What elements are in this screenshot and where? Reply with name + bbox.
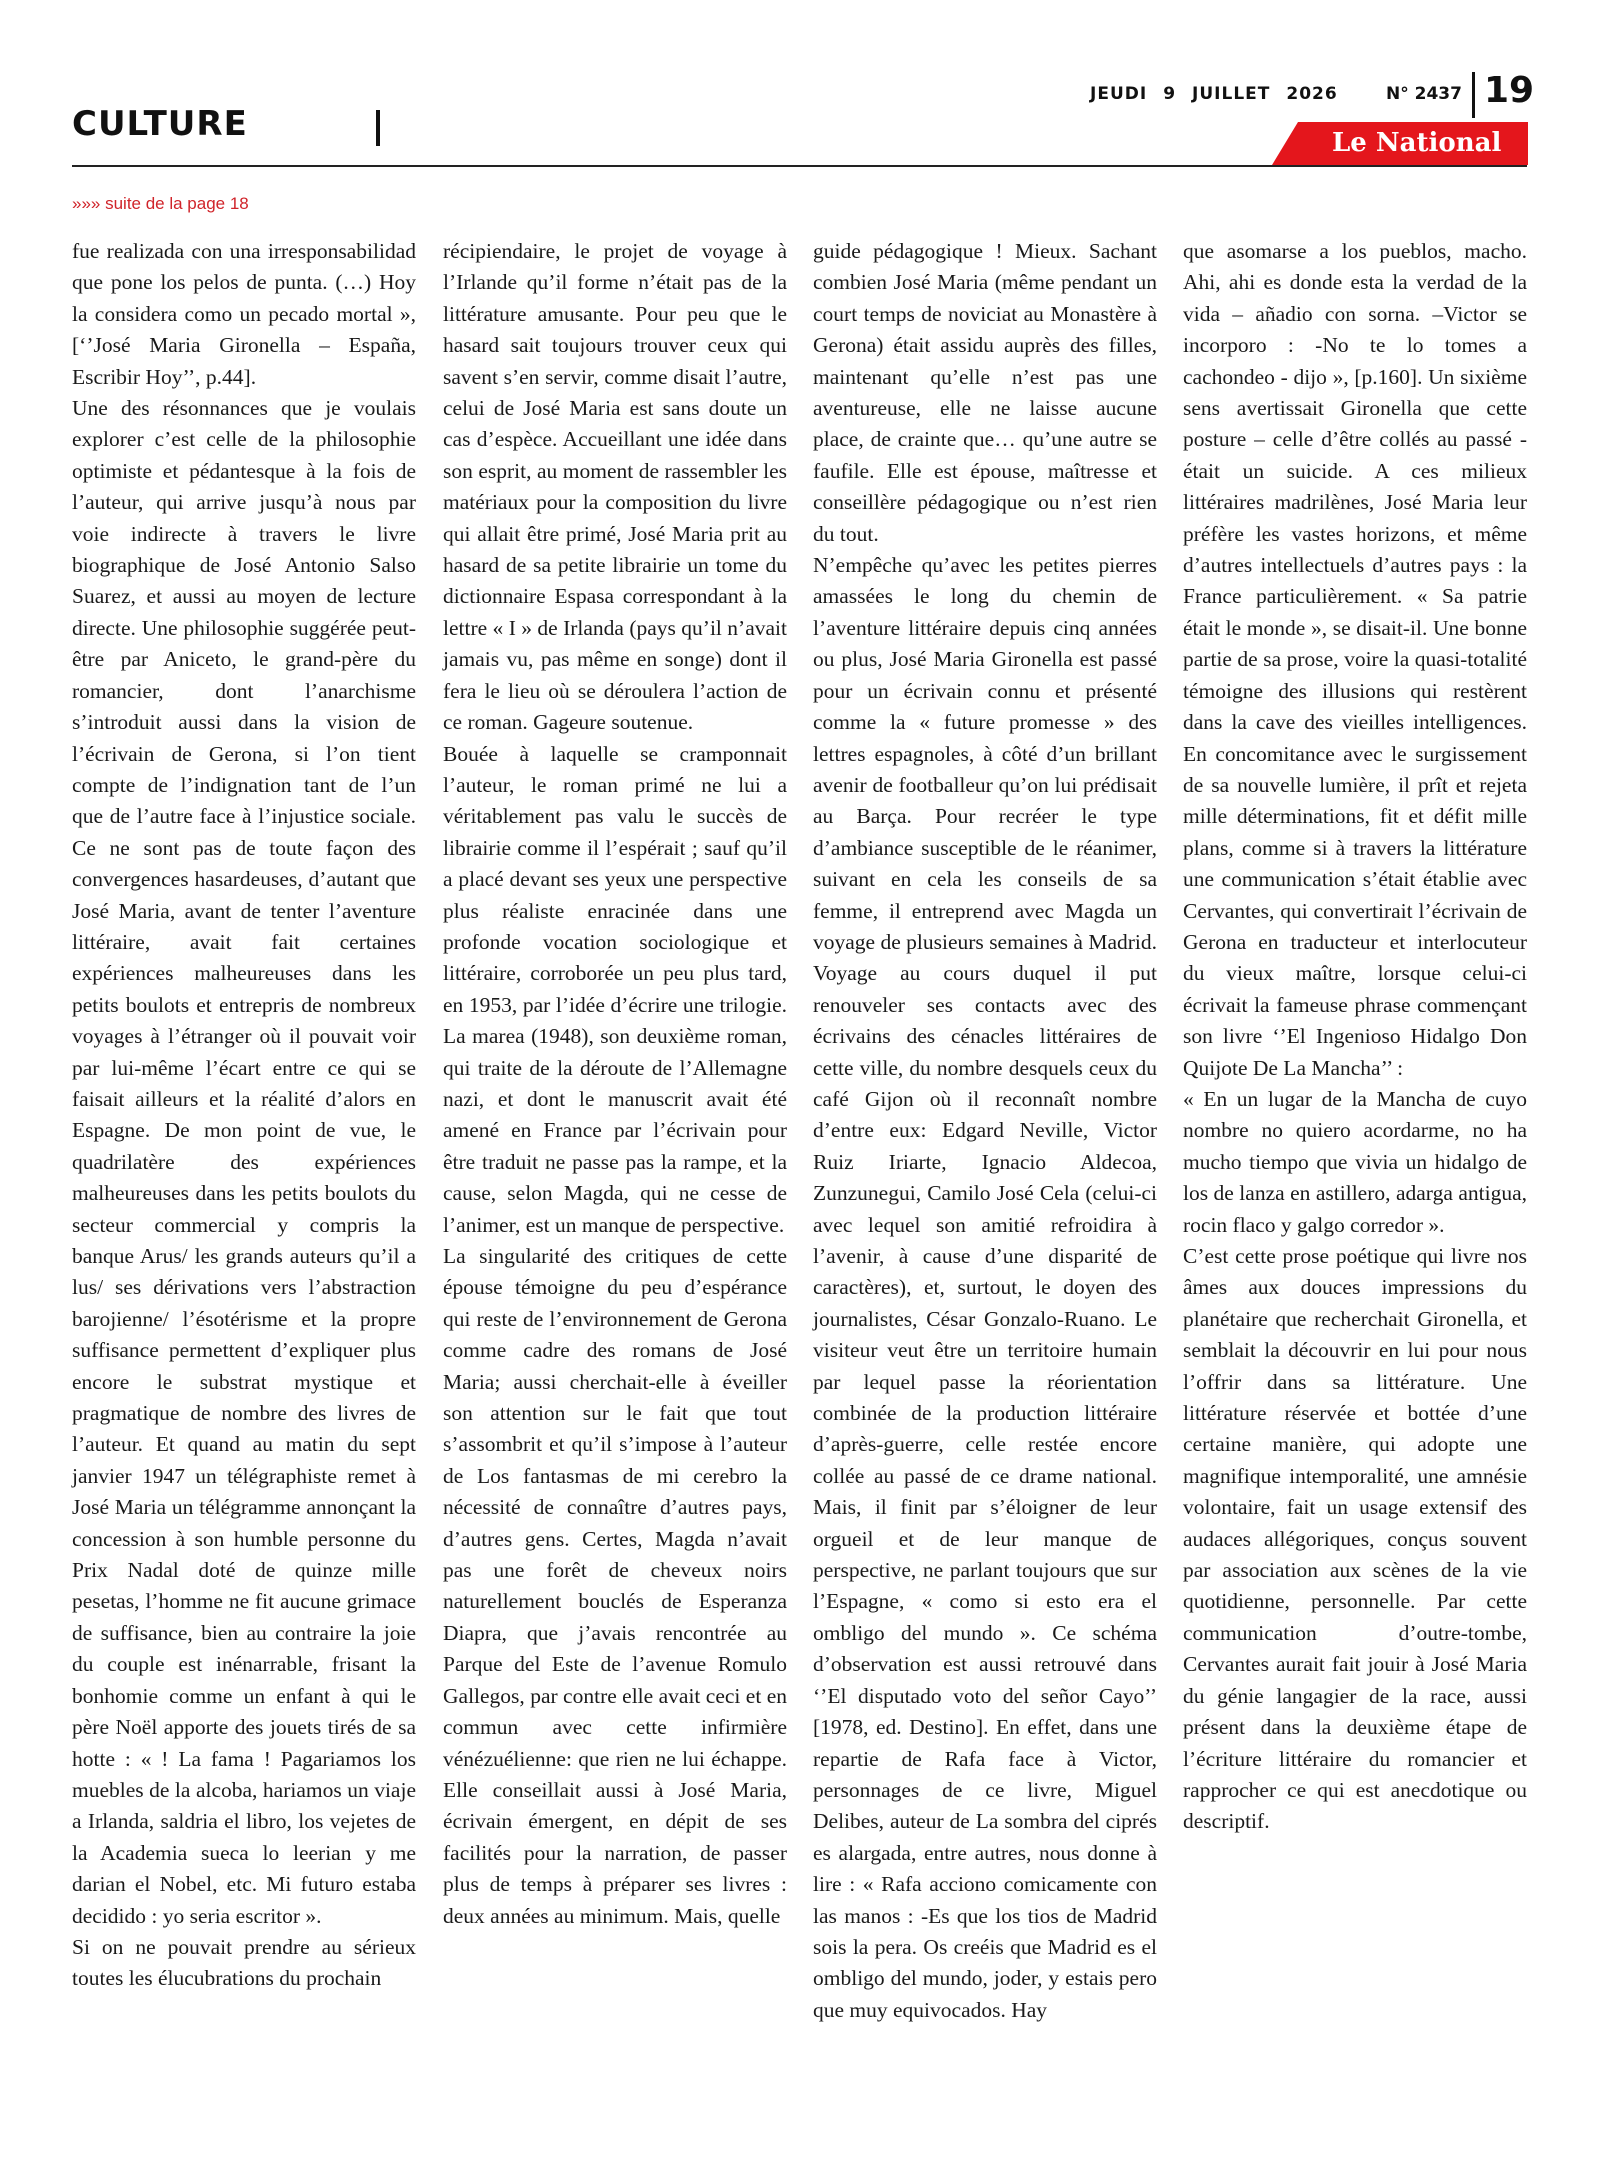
paragraph: récipiendaire, le projet de voyage à l’Irlande qu’il forme n’était pas de la littérature amusante. Pour peu que le hasard sait toujours trouver ceux qui savent s’en servir, comme disait l’autre, celui de José Maria est sans doute un cas d’espèce. Accueillant une idée dans son esprit, au moment de rassembler les matériaux pour la composition du livre qui allait être primé, José Maria prit au hasard de sa petite librairie un tome du dictionnaire Espasa correspondant à la lettre « I » de Irlanda (pays qu’il n’avait jamais vu, pas même en songe) dont il fera le lieu où se déroulera l’action de ce roman. Gageure soutenue. [443, 239, 787, 735]
publication-name: Le National [1332, 128, 1502, 158]
paragraph: La singularité des critiques de cette épouse témoigne du peu d’espérance qui reste de l’environnement de Gerona comme cadre des romans de José Maria; aussi cherchait-elle à éveiller son attention sur le fait que tout s’assombrit et qu’il s’impose à l’auteur de Los fantasmas de mi cerebro la nécessité de connaître d’autres pays, d’autres gens. Certes, Magda n’avait pas une forêt de cheveux noirs naturellement bouclés de Esperanza Diapra, que j’avais rencontrée au Parque del Este de l’avenue Romulo Gallegos, par contre elle avait ceci et en commun avec cette infirmière vénézuélienne: que rien ne lui échappe. Elle conseillait aussi à José Maria, écrivain émergent, en dépit de ses facilités pour la narration, de passer plus de temps à préparer ses livres : deux années au minimum. Mais, quelle [443, 1244, 787, 1928]
issue-number: N° 2437 [1386, 84, 1462, 104]
publication-band [1298, 122, 1528, 165]
masthead-divider [1472, 72, 1475, 118]
date-day: JEUDI [1090, 84, 1148, 104]
section-title: CULTURE [72, 104, 248, 144]
article-column-2 [443, 236, 787, 1932]
page-number: 19 [1484, 70, 1535, 111]
date-year: 2026 [1286, 84, 1338, 104]
date-number: 9 [1163, 84, 1177, 104]
article-column-4 [1183, 236, 1527, 1838]
paragraph: Si on ne pouvait prendre au sérieux toutes les élucubrations du prochain [72, 1934, 416, 1991]
paragraph: guide pédagogique ! Mieux. Sachant combien José Maria (même pendant un court temps de noviciat au Monastère à Gerona) était assidu auprès des filles, maintenant qu’elle n’est pas une aventureuse, elle ne laisse aucune place, de crainte que… qu’une autre se faufile. Elle est épouse, maîtresse et conseillère pédagogique ou n’est rien du tout. [813, 239, 1157, 546]
article-column-1 [72, 236, 416, 1995]
section-divider [376, 110, 380, 146]
paragraph: fue realizada con una irresponsabilidad que pone los pelos de punta. (…) Hoy la considera como un pecado mortal », [‘’José Maria Gironella – España, Escribir Hoy’’, p.44]. [72, 239, 416, 389]
date-month: JUILLET [1192, 84, 1271, 104]
paragraph: que asomarse a los pueblos, macho. Ahi, ahi es donde esta la verdad de la vida – añadio con sorna. –Victor se incorporo : -No te lo tomes a cachondeo - dijo », [p.160]. Un sixième sens avertissait Gironella que cette posture – celle d’être collés au passé - était un suicide. A ces milieux littéraires madrilènes, José Maria leur préfère les vastes horizons, et même d’autres intellectuels d’autres pays : la France particulièrement. « Sa patrie était le monde », se disait-il. Une bonne partie de sa prose, voire la quasi-totalité témoigne des illusions qui restèrent dans la cave des vieilles intelligences. En concomitance avec le surgissement de sa nouvelle lumière, il prît et rejeta mille déterminations, fit et défit mille plans, comme si à travers la littérature une communication s’était établie avec Cervantes, qui convertirait l’écrivain de Gerona en traducteur et interlocuteur du vieux maître, lorsque celui-ci écrivait la fameuse phrase commençant son livre ‘’El Ingenioso Hidalgo Don Quijote De La Mancha’’ : [1183, 239, 1527, 1080]
masthead [1090, 70, 1535, 111]
paragraph: C’est cette prose poétique qui livre nos âmes aux douces impressions du planétaire que recherchait Gironella, et semblait la découvrir en lui pour nous l’offrir dans sa littérature. Une littérature réservée et bottée d’une certaine manière, qui adopte une magnifique intemporalité, une amnésie volontaire, fait un usage extensif des audaces allégoriques, conçus souvent par association aux scènes de la vie quotidienne, personnelle. Par cette communication d’outre-tombe, Cervantes aurait fait jouir à José Maria du génie langagier de la race, aussi présent dans la deuxième étape de l’écriture littéraire du romancier et rapprocher ce qui est anecdotique ou descriptif. [1183, 1244, 1527, 1834]
paragraph: N’empêche qu’avec les petites pierres amassées le long du chemin de l’aventure littéraire depuis cinq années ou plus, José Maria Gironella est passé pour un écrivain connu et présenté comme la « future promesse » des lettres espagnoles, à côté d’un brillant avenir de footballeur qu’on lui prédisait au Barça. Pour recréer le type d’ambiance susceptible de le réanimer, suivant en cela les conseils de sa femme, il entreprend avec Magda un voyage de plusieurs semaines à Madrid. Voyage au cours duquel il put renouveler ses contacts avec des écrivains des cénacles littéraires de cette ville, du nombre desquels ceux du café Gijon où il reconnaît nombre d’entre eux: Edgard Neville, Victor Ruiz Iriarte, Ignacio Aldecoa, Zunzunegui, Camilo José Cela (celui-ci avec lequel son amitié refroidira à l’avenir, à cause d’une disparité de caractères), et, surtout, le doyen des journalistes, César Gonzalo-Ruano. Le visiteur veut être un territoire humain par lequel passe la réorientation combinée de la production littéraire d’après-guerre, celle restée encore collée au passé de ce drame national. Mais, il finit par s’éloigner de leur orgueil et de leur manque de perspective, ne parlant toujours que sur l’Espagne, « como si esto era el ombligo del mundo ». Ce schéma d’observation est aussi retrouvé dans ‘’El disputado voto del señor Cayo’’ [1978, ed. Destino]. En effet, dans une repartie de Rafa face à Victor, personnages de ce livre, Miguel Delibes, auteur de La sombra del ciprés es alargada, entre autres, nous donne à lire : « Rafa acciono comicamente con las manos : -Es que los tios de Madrid sois la pera. Os creéis que Madrid es el ombligo del mundo, joder, y estais pero que muy equivocados. Hay [813, 553, 1157, 2022]
header-rule [72, 165, 1527, 167]
quotation-paragraph: « En un lugar de la Mancha de cuyo nombre no quiero acordarme, no ha mucho tiempo que vivia un hidalgo de los de lanza en astillero, adarga antigua, rocin flaco y galgo corredor ». [1183, 1086, 1527, 1237]
article-column-3 [813, 236, 1157, 2026]
continuation-note: »»» suite de la page 18 [72, 194, 249, 213]
issue-date [1090, 84, 1354, 104]
paragraph: Une des résonnances que je voulais explorer c’est celle de la philosophie optimiste et pédantesque à la fois de l’auteur, qui arrive jusqu’à nous par voie indirecte à travers le livre biographique de José Antonio Salso Suarez, et aussi au moyen de lecture directe. Une philosophie suggérée peut-être par Aniceto, le grand-père du romancier, dont l’anarchisme s’introduit aussi dans la vision de l’écrivain de Gerona, si l’on tient compte de l’indignation tant de l’un que de l’autre face à l’injustice sociale. Ce ne sont pas de toute façon des convergences hasardeuses, d’autant que José Maria, avant de tenter l’aventure littéraire, avait fait certaines expériences malheureuses dans les petits boulots et entrepris de nombreux voyages à l’étranger où il pouvait voir par lui-même l’écart entre ce qui se faisait ailleurs et la réalité d’alors en Espagne. De mon point de vue, le quadrilatère des expériences malheureuses dans les petits boulots du secteur commercial y compris la banque Arus/ les grands auteurs qu’il a lus/ ses dérivations vers l’abstraction barojienne/ l’ésotérisme et la propre suffisance permettent d’expliquer plus encore le substrat mystique et pragmatique de nombre des livres de l’auteur. Et quand au matin du sept janvier 1947 un télégraphiste remet à José Maria un télégramme annonçant la concession à son humble personne du Prix Nadal doté de quinze mille pesetas, l’homme ne fit aucune grimace de suffisance, bien au contraire la joie du couple est inénarrable, frisant la bonhomie comme un enfant à qui le père Noël apporte des jouets tirés de sa hotte : « ! La fama ! Pagariamos los muebles de la alcoba, hariamos un viaje a Irlanda, saldria el libro, los vejetes de la Academia sueca lo leerian y me darian el Nobel, etc. Mi futuro estaba decidido : yo seria escritor ». [72, 396, 416, 1928]
paragraph: Bouée à laquelle se cramponnait l’auteur, le roman primé ne lui a véritablement pas valu le succès de librairie comme il l’espérait ; sauf qu’il a placé devant ses yeux une perspective plus réaliste enracinée dans une profonde vocation sociologique et littéraire, corroborée un peu plus tard, en 1953, par l’idée d’écrire une trilogie. La marea (1948), son deuxième roman, qui traite de la déroute de l’Allemagne nazi, et dont le manuscrit avait été amené en France par l’écrivain pour être traduit ne passe pas la rampe, et la cause, selon Magda, qui ne cesse de l’animer, est un manque de perspective. [443, 741, 787, 1237]
